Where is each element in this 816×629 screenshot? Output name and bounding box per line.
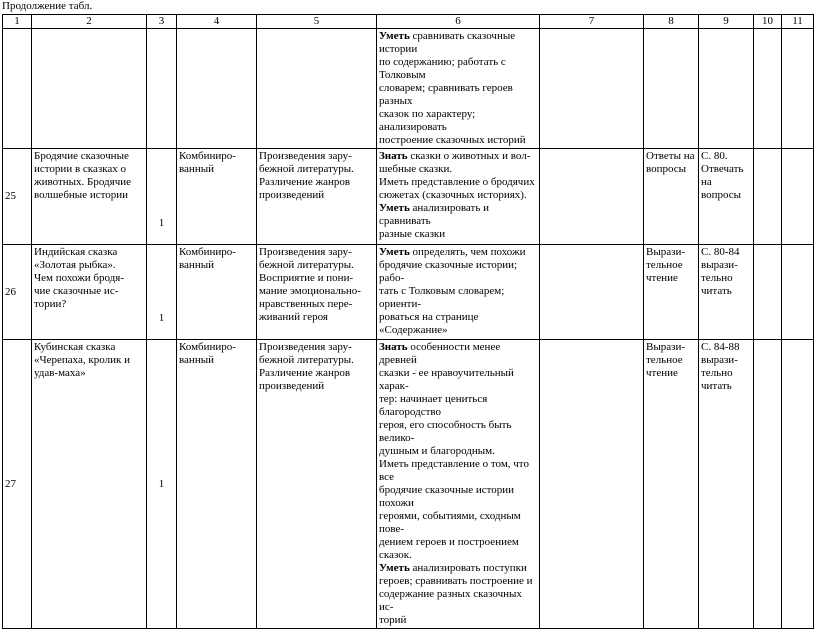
cell-col7 (540, 29, 644, 149)
lesson-results (377, 149, 540, 245)
cell-line: Отвечать (701, 163, 744, 175)
result-line (379, 228, 537, 241)
result-line (379, 393, 537, 419)
cell-line: С. 80-84 (701, 246, 740, 258)
cell-line: Вырази- (646, 341, 686, 353)
cell-col11 (782, 149, 814, 245)
result-line (379, 259, 537, 285)
result-line (379, 134, 537, 147)
cell-line: волшебные истории (34, 189, 129, 201)
cell-line: Различение жанров (259, 367, 351, 379)
cell-col7 (540, 245, 644, 340)
cell-line: Ответы на (646, 150, 695, 162)
result-keyword: Знать (379, 341, 408, 353)
result-text: сказок по характеру; анализировать (379, 108, 476, 133)
lesson-topic (257, 149, 377, 245)
result-text: героями, событиями, сходным пове- (379, 510, 521, 535)
lesson-title (32, 340, 147, 629)
cell-homework (699, 29, 754, 149)
cell-line: ванный (179, 354, 214, 366)
result-line (379, 108, 537, 134)
result-text: Иметь представление о том, что все (379, 458, 529, 483)
cell-line: бежной литературы. (259, 354, 354, 366)
result-line (379, 510, 537, 536)
cell-line: Кубинская сказка (34, 341, 116, 353)
lesson-number: 26 (3, 245, 32, 340)
cell-line: Комбиниро- (179, 341, 236, 353)
lesson-type (177, 340, 257, 629)
cell-line: бежной литературы. (259, 259, 354, 271)
result-text: тер: начинает цениться благородство (379, 393, 488, 418)
cell-line: живаний героя (259, 311, 328, 323)
lesson-homework (699, 245, 754, 340)
cell-col11 (782, 245, 814, 340)
cell-num (3, 29, 32, 149)
lesson-type (177, 245, 257, 340)
result-line (379, 311, 537, 337)
cell-line: Произведения зару- (259, 150, 352, 162)
result-text: построение сказочных историй (379, 134, 526, 146)
cell-line: мание эмоционально- (259, 285, 361, 297)
cell-line: ванный (179, 163, 214, 175)
cell-line: читать (701, 380, 732, 392)
result-text: особенности менее древней (379, 341, 501, 366)
result-text: содержание разных сказочных ис- (379, 588, 522, 613)
cell-col11 (782, 340, 814, 629)
cell-line: тории? (34, 298, 67, 310)
result-text: сюжетах (сказочных историях). (379, 189, 527, 201)
cell-hours (147, 29, 177, 149)
cell-line: «Золотая рыбка». (34, 259, 116, 271)
cell-line: Различение жанров (259, 176, 351, 188)
result-keyword: Знать (379, 150, 408, 162)
header-cell: 5 (257, 15, 377, 29)
cell-line: Восприятие и пони- (259, 272, 354, 284)
result-text: Иметь представление о бродячих (379, 176, 535, 188)
cell-line: тельно (701, 272, 733, 284)
cell-line: чтение (646, 367, 678, 379)
cell-line: «Черепаха, кролик и (34, 354, 130, 366)
header-cell: 9 (699, 15, 754, 29)
lesson-control (644, 149, 699, 245)
cell-line: С. 84-88 (701, 341, 740, 353)
cell-col10 (754, 245, 782, 340)
result-line (379, 30, 537, 56)
cell-line: нравственных пере- (259, 298, 353, 310)
cell-line: С. 80. (701, 150, 728, 162)
result-line (379, 341, 537, 367)
result-text: шебные сказки. (379, 163, 453, 175)
header-cell: 6 (377, 15, 540, 29)
lesson-number: 25 (3, 149, 32, 245)
result-text: сказки - ее нравоучительный харак- (379, 367, 514, 392)
result-keyword: Уметь (379, 562, 410, 574)
cell-line: Комбиниро- (179, 150, 236, 162)
cell-line: Чем похожи бродя- (34, 272, 124, 284)
cell-line: удав-маха» (34, 367, 86, 379)
cell-line: произведений (259, 380, 325, 392)
result-line (379, 588, 537, 614)
cell-topic (257, 29, 377, 149)
result-text: словарем; сравнивать героев разных (379, 82, 513, 107)
result-text: определять, чем похожи (409, 246, 526, 258)
header-cell: 10 (754, 15, 782, 29)
cell-col10 (754, 149, 782, 245)
lesson-results (377, 340, 540, 629)
header-cell: 2 (32, 15, 147, 29)
lesson-topic (257, 340, 377, 629)
result-line (379, 176, 537, 189)
result-text: героя, его способность быть велико- (379, 419, 512, 444)
result-text: героев; сравнивать построение и (379, 575, 533, 587)
result-text: сравнивать сказочные истории (379, 30, 516, 55)
cell-line: тельно (701, 367, 733, 379)
lesson-results (377, 245, 540, 340)
header-cell: 3 (147, 15, 177, 29)
result-keyword: Уметь (379, 30, 410, 42)
result-text: сказки о животных и вол- (407, 150, 531, 162)
table-row (3, 149, 814, 245)
lesson-number: 27 (3, 340, 32, 629)
cell-line: Бродячие сказочные (34, 150, 129, 162)
header-cell: 1 (3, 15, 32, 29)
table-caption: Продолжение табл. (2, 0, 93, 12)
cell-line: вопросы (701, 189, 742, 201)
lesson-type (177, 149, 257, 245)
header-cell: 11 (782, 15, 814, 29)
result-line (379, 246, 537, 259)
result-line (379, 484, 537, 510)
lesson-title (32, 149, 147, 245)
lesson-homework (699, 149, 754, 245)
result-line (379, 285, 537, 311)
table-row (3, 245, 814, 340)
cell-control (644, 29, 699, 149)
cell-type (177, 29, 257, 149)
result-line (379, 536, 537, 562)
cell-line: чтение (646, 272, 678, 284)
cell-line: Произведения зару- (259, 341, 352, 353)
cell-line: на (701, 176, 712, 188)
lesson-hours: 1 (147, 340, 177, 629)
result-line (379, 150, 537, 163)
lesson-topic (257, 245, 377, 340)
result-line (379, 458, 537, 484)
cell-line: Произведения зару- (259, 246, 352, 258)
result-text: роваться на странице «Содержание» (379, 311, 479, 336)
cell-line: тельное (646, 259, 683, 271)
cell-line: истории в сказках о (34, 163, 126, 175)
cell-line: Индийская сказка (34, 246, 118, 258)
cell-col11 (782, 29, 814, 149)
header-cell: 7 (540, 15, 644, 29)
result-text: бродячие сказочные истории похожи (379, 484, 515, 509)
lesson-hours: 1 (147, 149, 177, 245)
lesson-hours: 1 (147, 245, 177, 340)
result-line (379, 189, 537, 202)
lesson-homework (699, 340, 754, 629)
result-text: анализировать поступки (409, 562, 527, 574)
continuation-row (3, 29, 814, 149)
cell-line: читать (701, 285, 732, 297)
table-row (3, 340, 814, 629)
header-cell: 8 (644, 15, 699, 29)
lesson-control (644, 245, 699, 340)
lesson-plan-table (2, 14, 814, 629)
cell-line: Комбиниро- (179, 246, 236, 258)
result-line (379, 575, 537, 588)
lesson-title (32, 245, 147, 340)
cell-line: вырази- (701, 259, 738, 271)
header-cell: 4 (177, 15, 257, 29)
cell-col7 (540, 340, 644, 629)
cell-line: Вырази- (646, 246, 686, 258)
result-line (379, 445, 537, 458)
result-line (379, 419, 537, 445)
result-line (379, 202, 537, 228)
cell-results (377, 29, 540, 149)
result-text: дением героев и построением сказок. (379, 536, 519, 561)
result-text: бродячие сказочные истории; рабо- (379, 259, 518, 284)
result-keyword: Уметь (379, 202, 410, 214)
cell-col10 (754, 340, 782, 629)
cell-line: бежной литературы. (259, 163, 354, 175)
cell-line: вопросы (646, 163, 687, 175)
result-text: торий (379, 614, 407, 626)
result-keyword: Уметь (379, 246, 410, 258)
cell-line: чие сказочные ис- (34, 285, 119, 297)
cell-line: тельное (646, 354, 683, 366)
cell-line: животных. Бродячие (34, 176, 132, 188)
result-line (379, 56, 537, 82)
cell-line: вырази- (701, 354, 738, 366)
result-text: анализировать и сравнивать (379, 202, 489, 227)
cell-line: произведений (259, 189, 325, 201)
result-line (379, 562, 537, 575)
cell-col7 (540, 149, 644, 245)
result-line (379, 614, 537, 627)
cell-col10 (754, 29, 782, 149)
result-line (379, 82, 537, 108)
result-line (379, 367, 537, 393)
result-line (379, 163, 537, 176)
lesson-control (644, 340, 699, 629)
cell-line: ванный (179, 259, 214, 271)
cell-title (32, 29, 147, 149)
result-text: разные сказки (379, 228, 446, 240)
result-text: по содержанию; работать с Толковым (379, 56, 506, 81)
header-row (3, 15, 814, 29)
result-text: душным и благородным. (379, 445, 495, 457)
result-text: тать с Толковым словарем; ориенти- (379, 285, 505, 310)
